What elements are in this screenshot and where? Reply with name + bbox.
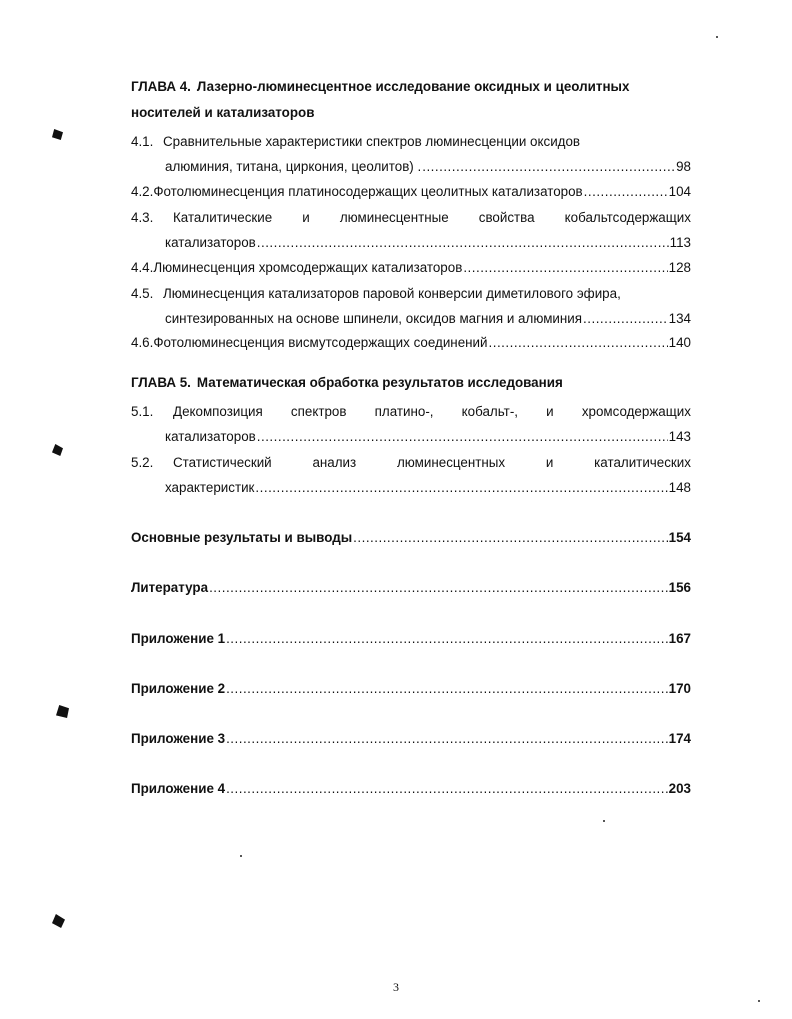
page-ref: 104 [668,184,691,199]
dot-leader [209,578,668,598]
toc-entry-5-2-cont[interactable] [165,478,691,498]
dot-leader [257,233,669,253]
dot-leader [226,779,668,799]
toc-entry-4-1[interactable] [131,132,691,152]
scan-speck [758,1000,760,1002]
dot-leader [584,182,668,202]
toc-entry-4-3-cont[interactable] [165,233,691,253]
toc-entry-5-2[interactable] [131,453,691,473]
title-word: люминесцентные [339,210,449,225]
entry-title: Основные результаты и выводы [131,530,353,545]
section-title-cont: катализаторов [165,429,256,444]
entry-title: Литература [131,580,209,595]
section-number: 4.2. [131,184,154,199]
toc-entry-4-5[interactable] [131,284,691,304]
dot-leader [226,629,668,649]
section-title: Фотолюминесценция висмутсодержащих соединений [153,335,488,350]
toc-entry-4-4[interactable] [131,258,691,278]
page-ref: 174 [668,731,691,746]
toc-entry-conclusions[interactable] [131,528,691,548]
section-title-cont: синтезированных на основе шпинели, оксидов магния и алюминия [165,311,583,326]
chapter-4-heading [131,74,691,126]
section-title: Сравнительные характеристики спектров люминесценции оксидов [163,134,581,149]
scan-mark [52,129,63,140]
scan-mark [52,444,63,456]
scan-mark [56,705,69,718]
scan-speck [716,36,718,38]
page-ref: 167 [668,631,691,646]
toc-entry-4-2[interactable] [131,182,691,202]
page-ref: 128 [668,260,691,275]
toc-entry-5-1-cont[interactable] [165,427,691,447]
section-title: Люминесценция катализаторов паровой конверсии диметилового эфира, [163,286,621,301]
section-title-cont: характеристик [165,480,255,495]
chapter-title-cont: носителей и катализаторов [131,105,315,120]
entry-title: Приложение 2 [131,681,226,696]
title-word: каталитических [594,455,691,470]
title-word: свойства [478,210,535,225]
entry-title: Приложение 1 [131,631,226,646]
scan-speck [603,820,605,822]
dot-leader [226,679,668,699]
dot-leader [489,333,668,353]
scan-speck [240,855,242,857]
chapter-title: Лазерно-люминесцентное исследование оксидных и цеолитных [196,79,630,94]
section-title-cont: алюминия, титана, циркония, цеолитов) . [165,159,422,174]
title-word: платино-, [374,404,434,419]
title-word: люминесцентных [396,455,506,470]
page-ref: 140 [668,335,691,350]
toc-entry-appendix-3[interactable] [131,729,691,749]
dot-leader [583,309,668,329]
title-word: хромсодержащих [581,404,691,419]
toc-entry-4-3[interactable] [131,208,691,228]
toc-entry-appendix-2[interactable] [131,679,691,699]
section-title-cont: катализаторов [165,235,256,250]
entry-title: Приложение 3 [131,731,226,746]
title-word: анализ [312,455,357,470]
title-word: спектров [290,404,347,419]
page-ref: 156 [668,580,691,595]
dot-leader [255,478,667,498]
section-number: 5.1. [131,404,154,419]
page-ref: 113 [669,235,691,250]
section-title: Фотолюминесценция платиносодержащих цеолитных катализаторов [153,184,583,199]
page-ref: 148 [668,480,691,495]
chapter-number: ГЛАВА 5. [131,375,191,390]
page-ref: 134 [668,311,691,326]
page-ref: 143 [668,429,691,444]
title-word: Статистический [173,455,272,470]
toc-entry-4-6[interactable] [131,333,691,353]
section-number: 4.4. [131,260,154,275]
section-title [173,402,691,422]
title-word: и [302,210,310,225]
title-word: Декомпозиция [173,404,263,419]
section-number: 4.3. [131,210,154,225]
section-title [173,208,691,228]
chapter-title: Математическая обработка результатов исследования [196,375,563,390]
section-title [173,453,691,473]
toc-entry-appendix-1[interactable] [131,629,691,649]
section-number: 4.6. [131,335,154,350]
scan-mark [52,914,65,928]
page-ref: 154 [668,530,691,545]
dot-leader [353,528,667,548]
toc-entry-literature[interactable] [131,578,691,598]
chapter-5-heading [131,370,691,396]
title-word: кобальтсодержащих [564,210,691,225]
section-number: 4.1. [131,134,154,149]
toc-entry-4-1-cont[interactable] [165,157,691,177]
entry-title: Приложение 4 [131,781,226,796]
dot-leader [257,427,668,447]
title-word: кобальт-, [461,404,518,419]
page-ref: 98 [676,159,691,174]
toc-entry-5-1[interactable] [131,402,691,422]
toc-entry-4-5-cont[interactable] [165,309,691,329]
chapter-number: ГЛАВА 4. [131,79,191,94]
page-number: 3 [393,980,399,994]
title-word: и [545,455,554,470]
dot-leader [422,157,675,177]
title-word: и [546,404,554,419]
title-word: Каталитические [173,210,273,225]
section-title: Люминесценция хромсодержащих катализаторов [153,260,463,275]
section-number: 4.5. [131,286,154,301]
dot-leader [463,258,667,278]
section-number: 5.2. [131,455,154,470]
dot-leader [226,729,668,749]
page-ref: 170 [668,681,691,696]
toc-entry-appendix-4[interactable] [131,779,691,799]
page-ref: 203 [668,781,691,796]
